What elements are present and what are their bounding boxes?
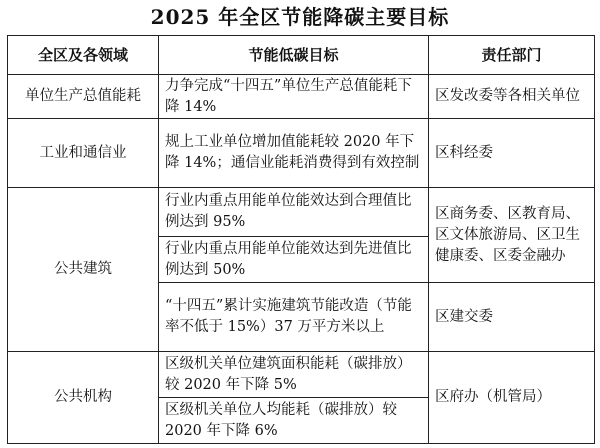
goal-cell: 行业内重点用能单位能效达到合理值比例达到 95% — [159, 188, 429, 237]
area-cell: 公共机构 — [8, 352, 159, 444]
header-area: 全区及各领域 — [8, 36, 159, 75]
goal-cell: 区级机关单位建筑面积能耗（碳排放）较 2020 年下降 5% — [159, 352, 429, 398]
goal-cell: 行业内重点用能单位能效达到先进值比例达到 50% — [159, 237, 429, 283]
department-cell: 区建交委 — [429, 283, 595, 352]
goal-cell: 力争完成“十四五”单位生产总值能耗下降 14% — [159, 75, 429, 119]
table-row — [8, 119, 595, 188]
area-cell: 工业和通信业 — [8, 119, 159, 188]
department-cell: 区府办（机管局） — [429, 352, 595, 444]
goal-cell: “十四五”累计实施建筑节能改造（节能率不低于 15%）37 万平方米以上 — [159, 283, 429, 352]
page-title: 2025 年全区节能降碳主要目标 — [150, 5, 450, 29]
goal-cell: 区级机关单位人均能耗（碳排放）较 2020 年下降 6% — [159, 398, 429, 444]
goal-cell: 规上工业单位增加值能耗较 2020 年下降 14%；通信业能耗消费得到有效控制 — [159, 119, 429, 188]
table-row — [8, 188, 595, 237]
targets-table — [7, 35, 595, 444]
department-cell: 区发改委等各相关单位 — [429, 75, 595, 119]
department-cell: 区商务委、区教育局、区文体旅游局、区卫生健康委、区委金融办 — [429, 188, 595, 283]
table-header-row — [8, 36, 595, 75]
area-cell: 公共建筑 — [8, 188, 159, 352]
table-row — [8, 352, 595, 398]
table-row — [8, 75, 595, 119]
header-department: 责任部门 — [429, 36, 595, 75]
header-goal: 节能低碳目标 — [159, 36, 429, 75]
department-cell: 区科经委 — [429, 119, 595, 188]
area-cell: 单位生产总值能耗 — [8, 75, 159, 119]
